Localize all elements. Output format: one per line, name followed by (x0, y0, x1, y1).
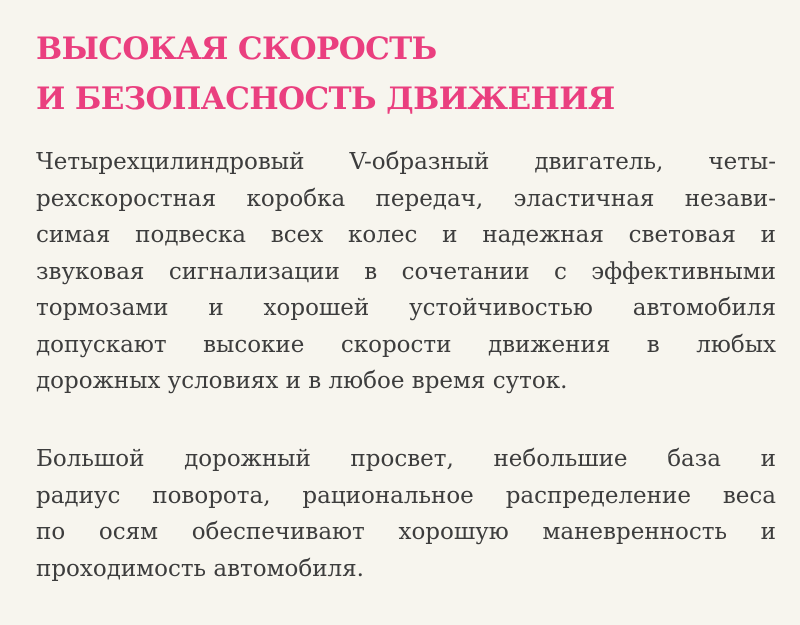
text-line: дорожных условиях и в любое время суток. (36, 368, 568, 394)
text-line: тормозами и хорошей устойчивостью автомобиля (36, 295, 776, 321)
text-line: рехскоростная коробка передач, эластичная незави- (36, 185, 776, 212)
page-title (36, 24, 615, 124)
text-line: допускают высокие скорости движения в любых (36, 331, 776, 358)
text-line: звуковая сигнализации в сочетании с эффективными (36, 258, 776, 285)
text-line: по осям обеспечивают хорошую маневренность и (36, 519, 776, 545)
text-line: симая подвеска всех колес и надежная световая и (36, 222, 776, 248)
text-line: Большой дорожный просвет, небольшие база и (36, 446, 776, 472)
text-line: проходимость автомобиля. (36, 555, 364, 582)
paragraph-speed-safety (36, 144, 776, 400)
text-line: Четырехцилиндровый V-образный двигатель, четы- (36, 149, 776, 175)
paragraph-maneuverability (36, 441, 776, 587)
text-line: радиус поворота, рациональное распределение веса (36, 482, 776, 509)
title-line: ВЫСОКАЯ СКОРОСТЬ (36, 31, 437, 67)
title-line: И БЕЗОПАСНОСТЬ ДВИЖЕНИЯ (36, 81, 615, 117)
